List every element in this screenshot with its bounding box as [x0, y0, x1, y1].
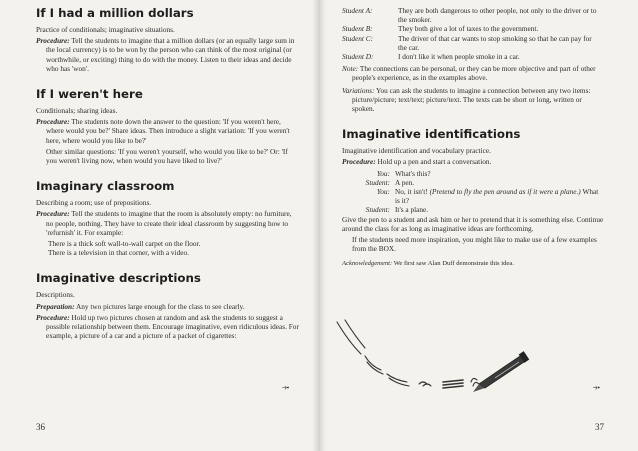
- student-response: [342, 34, 604, 52]
- procedure-paragraph: [36, 313, 300, 341]
- acknowledgement-text: We first saw Alan Duff demonstrate this idea.: [393, 260, 514, 268]
- note-label: Note:: [342, 64, 359, 74]
- procedure-label: Procedure:: [36, 36, 70, 46]
- variations-paragraph: [342, 86, 604, 114]
- student-text: I don't like it when people smoke in a car.: [398, 52, 520, 62]
- flying-pen-illustration: [335, 318, 535, 408]
- dialogue-line: [342, 205, 604, 214]
- student-speaker: Student A:: [342, 6, 373, 15]
- dialogue-speaker: Student:: [365, 177, 390, 187]
- procedure-paragraph: [36, 117, 300, 145]
- preparation-label: Preparation:: [36, 301, 75, 311]
- page-number-right: 37: [595, 422, 604, 432]
- procedure-label: Procedure:: [342, 157, 376, 167]
- student-response: [342, 52, 604, 61]
- extra-paragraph: Other similar questions: 'If you weren't yourself, who would you like to be?' Or: 'If you weren't living now, when would you have liked to live?': [46, 146, 288, 166]
- preparation-text: Any two pictures large enough for the class to see clearly.: [75, 301, 245, 311]
- procedure-text: The students note down the answer to the question: 'If you weren't here, where would you be?' Share ideas. Then introduce a slight variation: 'If you weren't here, where would you like to be?': [46, 117, 290, 145]
- section-intro: Describing a room; use of prepositions.: [36, 198, 152, 208]
- section-intro: Imaginative identification and vocabulary practice.: [342, 146, 491, 156]
- procedure-paragraph: [36, 36, 300, 73]
- dialogue-text-after: What is it?: [395, 187, 599, 206]
- section-intro: Practice of conditionals; imaginative situations.: [36, 25, 175, 34]
- continue-paragraph: Give the pen to a student and ask him or her to pretend that it is something else. Continue around the class for as long as imaginative ideas are forthcoming.: [342, 214, 604, 233]
- section-title: Imaginary classroom: [36, 179, 175, 194]
- stage-direction: (Pretend to fly the pen around as if it were a plane.): [429, 187, 581, 197]
- dialogue-text: [395, 187, 604, 205]
- section-intro: Conditionals; sharing ideas.: [36, 106, 118, 116]
- section-imaginative-identifications: [342, 127, 604, 253]
- example-line: There is a thick soft wall-to-wall carpet on the floor.: [48, 239, 201, 249]
- page-number-left: 36: [36, 422, 45, 432]
- dialogue-line: [342, 169, 604, 178]
- section-million-dollars: [36, 6, 300, 73]
- dialogue-text-main: No, it isn't!: [395, 187, 430, 197]
- student-speaker: Student C:: [342, 33, 374, 43]
- dialogue-text: A pen.: [395, 177, 415, 187]
- pen-icon: [473, 351, 529, 392]
- continue-arrow-icon: ⤞: [592, 383, 600, 393]
- procedure-label: Procedure:: [36, 117, 70, 127]
- student-speaker: Student B:: [342, 24, 373, 34]
- section-intro: Descriptions.: [36, 290, 75, 300]
- dialogue-line: [342, 178, 604, 187]
- procedure-label: Procedure:: [36, 312, 70, 322]
- acknowledgement-label: Acknowledgement:: [342, 260, 393, 268]
- student-text: The driver of that car wants to stop smoking so that he can pay for the car.: [398, 33, 592, 52]
- section-title: If I had a million dollars: [36, 6, 194, 20]
- procedure-label: Procedure:: [36, 209, 70, 219]
- section-if-i-werent-here: [36, 87, 300, 165]
- dialogue-text: What's this?: [395, 168, 431, 178]
- student-text: They are both dangerous to other people, not only to the driver or to the smoker.: [398, 6, 597, 25]
- student-response: [342, 6, 604, 24]
- dialogue-speaker: You:: [376, 168, 390, 178]
- section-title: Imaginative identifications: [342, 127, 521, 142]
- dialogue-speaker: Student:: [365, 205, 390, 215]
- dialogue-speaker: You:: [376, 187, 390, 197]
- section-title: If I weren't here: [36, 87, 143, 102]
- note-paragraph: [342, 64, 604, 82]
- procedure-text: Hold up two pictures chosen at random and ask the students to suggest a possible relationship between them. Encourage imaginative, even ridiculous ideas. For example, a picture of a car and a picture of a packet of cigarettes:: [46, 312, 299, 341]
- note-text: The connections can be personal, or they can be more objective and part of other people's experience, as in the examples above.: [352, 64, 596, 83]
- section-imaginary-classroom: [36, 179, 300, 257]
- procedure-text: Hold up a pen and start a conversation.: [377, 157, 492, 167]
- continue-arrow-icon: ⤞: [282, 383, 290, 393]
- procedure-text: Tell the students to imagine that the room is absolutely empty: no furniture, no people, nothing. They have to create their ideal classroom by suggesting how to 'refurnish' it. For example:: [46, 209, 292, 237]
- student-response: [342, 24, 604, 33]
- more-paragraph: If the students need more inspiration, you might like to make use of a few examples from the BOX.: [352, 235, 597, 254]
- dialogue: [342, 169, 604, 215]
- procedure-text: Tell the students to imagine that a million dollars (or an equally large sum in the local currency) is to be won by the person who can think of the most original (or worthwhile, or exciting) thing to do with the money. Listen to their ideas and decide who has 'won'.: [46, 36, 295, 73]
- student-responses: [342, 6, 604, 61]
- procedure-paragraph: [36, 209, 300, 237]
- variations-label: Variations:: [342, 85, 375, 95]
- acknowledgement: [342, 259, 604, 268]
- preparation-paragraph: [36, 302, 300, 311]
- example-line: There is a television in that corner, with a video.: [48, 248, 189, 258]
- left-page: [0, 0, 318, 451]
- student-text: They both give a lot of taxes to the government.: [398, 24, 539, 34]
- section-imaginative-descriptions: [36, 271, 300, 340]
- student-speaker: Student D:: [342, 52, 374, 62]
- procedure-paragraph: [342, 157, 604, 166]
- motion-lines: [337, 320, 479, 388]
- dialogue-line: [342, 187, 604, 205]
- section-title: Imaginative descriptions: [36, 271, 201, 286]
- dialogue-text: It's a plane.: [395, 205, 429, 215]
- variations-text: You can ask the students to imagine a connection between any two items: picture/picture; text/text; picture/text. The texts can be short or long, written or spoken.: [352, 85, 591, 114]
